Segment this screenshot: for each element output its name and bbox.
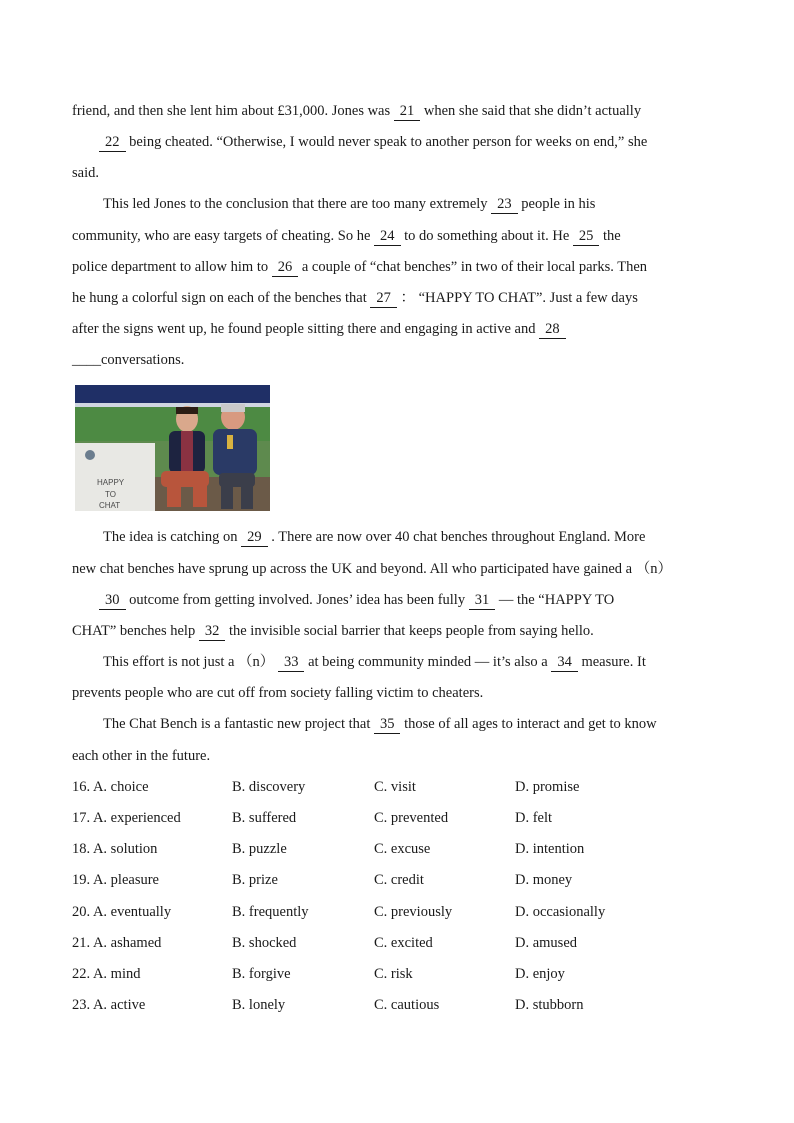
blank-23: 23 <box>491 195 518 214</box>
passage-text: ____conversations. <box>72 352 185 368</box>
passage-text: the <box>599 228 621 244</box>
option-d: D. money <box>515 872 573 888</box>
blank-24: 24 <box>374 227 401 246</box>
passage-text: — the “HAPPY TO <box>495 592 615 608</box>
passage-text: to do something about it. He <box>400 228 573 244</box>
passage-text: prevents people who are cut off from society falling victim to cheaters. <box>72 685 484 701</box>
passage-text: The Chat Bench is a fantastic new project that <box>103 716 374 732</box>
option-b: B. suffered <box>232 810 297 826</box>
option-d: D. amused <box>515 935 578 951</box>
passage-line-17 <box>72 746 722 766</box>
chat-bench-photo <box>75 385 270 511</box>
option-a: 16. A. choice <box>72 779 149 795</box>
option-d: D. felt <box>515 810 553 826</box>
passage-text: people in his <box>517 196 596 212</box>
option-b: B. discovery <box>232 779 306 795</box>
passage-text: outcome from getting involved. Jones’ idea has been fully <box>125 592 469 608</box>
blank-34: 34 <box>551 653 578 672</box>
passage-line-8 <box>72 319 722 339</box>
sign-line-2: TO <box>105 490 116 499</box>
passage-line-12 <box>99 590 749 610</box>
passage-text: the invisible social barrier that keeps people from saying hello. <box>225 623 594 639</box>
passage-text: This effort is not just a （n） <box>103 654 278 670</box>
blank-26: 26 <box>272 258 299 277</box>
passage-text: friend, and then she lent him about £31,000. Jones was <box>72 103 394 119</box>
blank-28: 28 <box>539 320 566 339</box>
passage-line-13 <box>72 621 722 641</box>
sign-line-3: CHAT <box>99 501 121 510</box>
blank-22: 22 <box>99 133 126 152</box>
passage-text: when she said that she didn’t actually <box>420 103 642 119</box>
passage-text: The idea is catching on <box>103 529 242 545</box>
passage-line-1 <box>72 101 722 121</box>
passage-line-2 <box>99 132 749 152</box>
passage-text: measure. It <box>577 654 646 670</box>
photo-illustration <box>75 385 270 511</box>
passage-text: new chat benches have sprung up across the UK and beyond. All who participated have gained a （n） <box>72 561 672 577</box>
passage-text: a couple of “chat benches” in two of their local parks. Then <box>298 259 648 275</box>
blank-35: 35 <box>374 715 401 734</box>
option-c: C. previously <box>374 904 453 920</box>
passage-line-15 <box>72 683 722 703</box>
passage-text: being cheated. “Otherwise, I would never speak to another person for weeks on end,” she <box>125 134 648 150</box>
option-c: C. prevented <box>374 810 449 826</box>
passage-text: . There are now over 40 chat benches throughout England. More <box>267 529 646 545</box>
passage-text: each other in the future. <box>72 748 211 764</box>
passage-text: at being community minded — it’s also a <box>304 654 552 670</box>
option-b: B. forgive <box>232 966 291 982</box>
passage-text: This led Jones to the conclusion that there are too many extremely <box>103 196 492 212</box>
blank-33: 33 <box>278 653 305 672</box>
option-d: D. stubborn <box>515 997 584 1013</box>
passage-text: he hung a colorful sign on each of the benches that <box>72 290 371 306</box>
passage-text: said. <box>72 165 99 181</box>
blank-27: 27 <box>370 289 397 308</box>
passage-text: police department to allow him to <box>72 259 272 275</box>
option-a: 19. A. pleasure <box>72 872 159 888</box>
blank-29: 29 <box>241 528 268 547</box>
option-d: D. promise <box>515 779 580 795</box>
option-a: 21. A. ashamed <box>72 935 162 951</box>
option-c: C. excited <box>374 935 433 951</box>
passage-line-11 <box>72 559 722 579</box>
blank-31: 31 <box>469 591 496 610</box>
option-d: D. enjoy <box>515 966 565 982</box>
blank-21: 21 <box>394 102 421 121</box>
blank-32: 32 <box>199 622 226 641</box>
option-a: 23. A. active <box>72 997 146 1013</box>
option-b: B. prize <box>232 872 278 888</box>
option-c: C. excuse <box>374 841 431 857</box>
option-c: C. visit <box>374 779 416 795</box>
blank-25: 25 <box>573 227 600 246</box>
passage-line-9 <box>72 350 722 370</box>
option-b: B. frequently <box>232 904 309 920</box>
option-a: 20. A. eventually <box>72 904 172 920</box>
passage-line-5 <box>72 226 722 246</box>
option-b: B. shocked <box>232 935 297 951</box>
option-c: C. cautious <box>374 997 440 1013</box>
passage-line-10 <box>103 527 753 547</box>
blank-30: 30 <box>99 591 126 610</box>
passage-text: CHAT” benches help <box>72 623 199 639</box>
option-d: D. intention <box>515 841 585 857</box>
passage-line-4 <box>103 194 753 214</box>
option-d: D. occasionally <box>515 904 606 920</box>
passage-line-14 <box>103 652 753 672</box>
sign-line-1: HAPPY <box>97 478 125 487</box>
passage-text: after the signs went up, he found people sitting there and engaging in active and <box>72 321 540 337</box>
passage-text: ： “HAPPY TO CHAT”. Just a few days <box>396 290 638 306</box>
passage-line-3 <box>72 163 722 183</box>
option-b: B. puzzle <box>232 841 287 857</box>
option-b: B. lonely <box>232 997 286 1013</box>
passage-text: community, who are easy targets of cheating. So he <box>72 228 375 244</box>
option-c: C. credit <box>374 872 424 888</box>
option-a: 22. A. mind <box>72 966 141 982</box>
passage-line-6 <box>72 257 722 277</box>
passage-line-16 <box>103 714 753 734</box>
option-c: C. risk <box>374 966 413 982</box>
option-a: 17. A. experienced <box>72 810 181 826</box>
passage-text: those of all ages to interact and get to know <box>400 716 657 732</box>
option-a: 18. A. solution <box>72 841 158 857</box>
passage-line-7 <box>72 288 722 308</box>
